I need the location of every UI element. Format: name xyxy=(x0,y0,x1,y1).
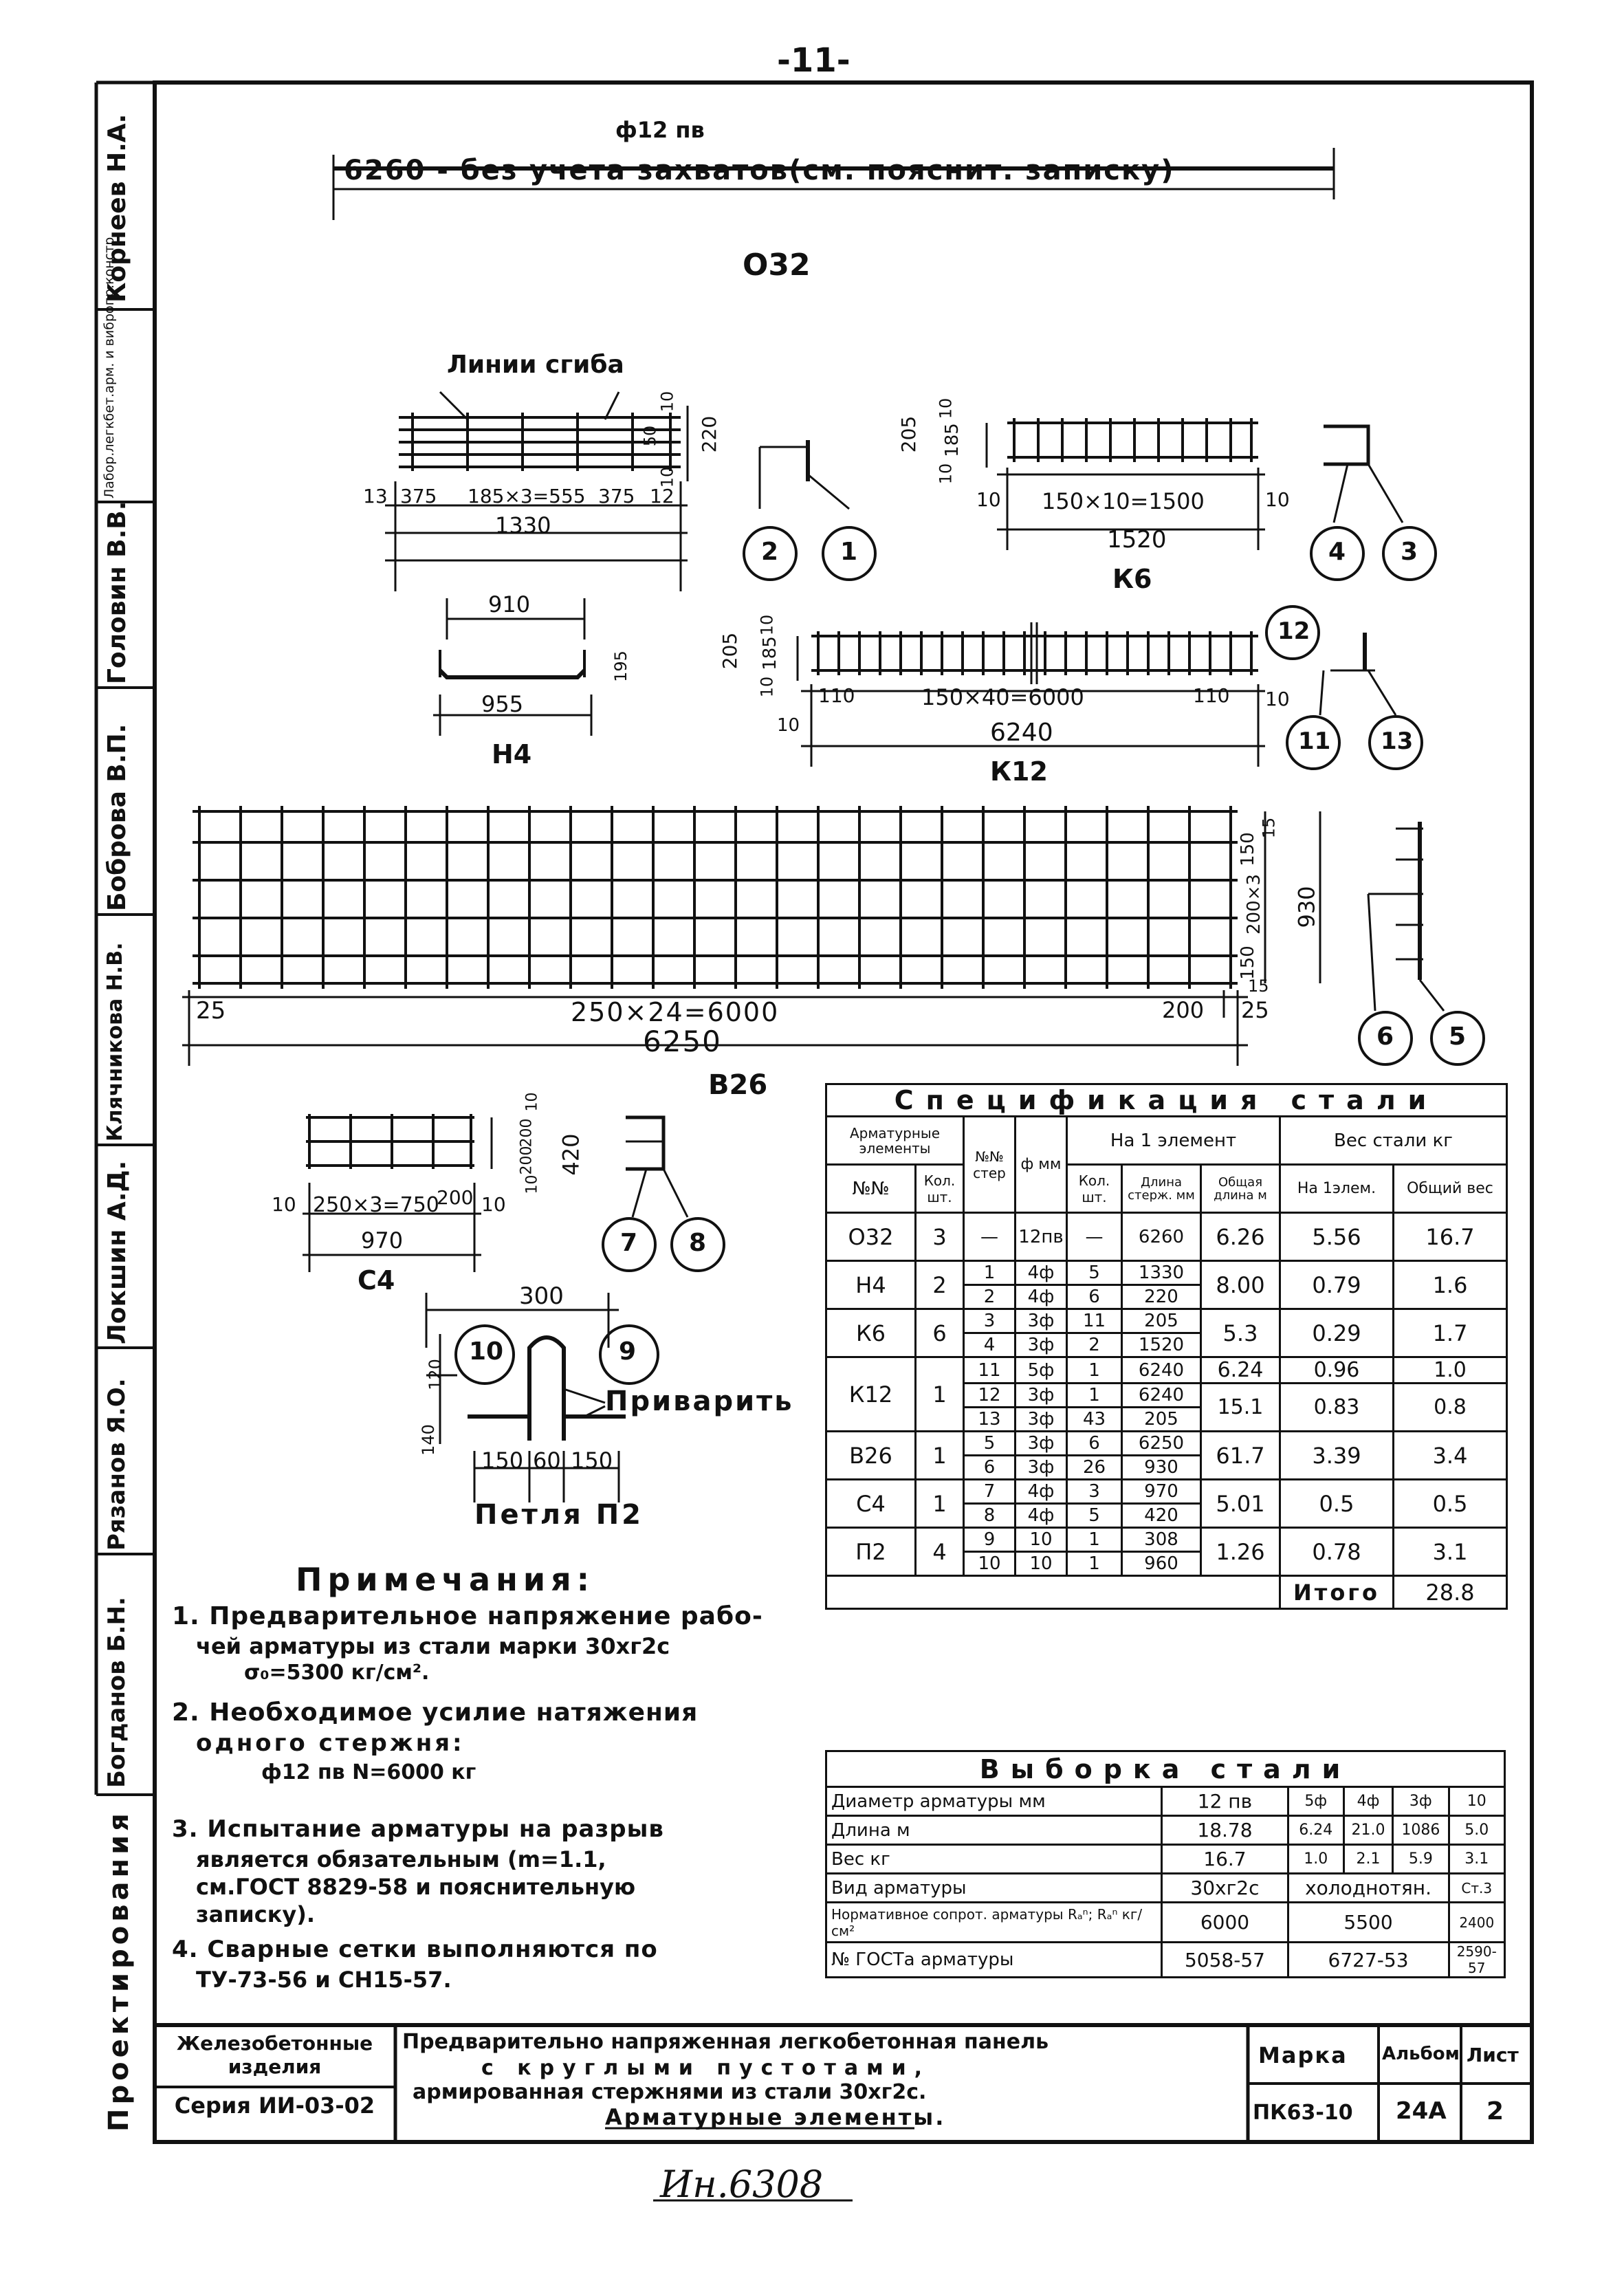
spec-cell-dia: 4ф xyxy=(1016,1504,1067,1528)
n4-u-top: 910 xyxy=(488,591,531,617)
spec-cell-mark: П2 xyxy=(826,1528,916,1576)
spec-cell-n: 2 xyxy=(1067,1333,1122,1357)
note-2-line-2: одного стержня: xyxy=(196,1729,465,1757)
stamp-section: Проектирования xyxy=(103,1809,135,2132)
spec-cell-wt: 3.4 xyxy=(1394,1432,1507,1480)
spec-cell-mark: Н4 xyxy=(826,1261,916,1309)
selection-row xyxy=(826,1787,1505,1816)
selection-cell: 6.24 xyxy=(1288,1816,1343,1845)
spec-h-per-len: Длина стерж. мм xyxy=(1122,1165,1201,1213)
selection-cell: 4ф xyxy=(1343,1787,1392,1816)
spec-cell-n: 26 xyxy=(1067,1456,1122,1480)
spec-cell-total_len: 15.1 xyxy=(1201,1384,1280,1432)
v26-side-150b: 150 xyxy=(1237,945,1258,980)
c4-side-200a: 200 xyxy=(518,1118,536,1148)
n4-dim-50: 50 xyxy=(640,425,660,447)
spec-cell-n: 5 xyxy=(1067,1504,1122,1528)
p2-dim-top: 300 xyxy=(519,1282,564,1310)
n4-dim-555: 185×3=555 xyxy=(468,485,586,507)
selection-cell: 5ф xyxy=(1288,1787,1343,1816)
spec-cell-rod: 11 xyxy=(964,1357,1016,1384)
spec-total-value: 28.8 xyxy=(1394,1576,1507,1609)
spec-h-weight: Вес стали кг xyxy=(1280,1117,1507,1165)
spec-cell-rod: 13 xyxy=(964,1408,1016,1432)
spec-cell-dia: 3ф xyxy=(1016,1432,1067,1456)
spec-cell-qty: 2 xyxy=(916,1261,964,1309)
p2-dim-120: 120 xyxy=(425,1359,445,1390)
n4-total: 1330 xyxy=(495,512,551,538)
spec-h-w1: На 1элем. xyxy=(1280,1165,1394,1213)
notes-title: Примечания: xyxy=(296,1561,595,1598)
c4-bubble-7: 7 xyxy=(620,1229,638,1257)
k6-bubble-3: 3 xyxy=(1401,538,1418,566)
tb-desc-4: Арматурные элементы. xyxy=(605,2104,946,2130)
c4-mark: С4 xyxy=(358,1265,395,1295)
note-1-line-3: σ₀=5300 кг/см². xyxy=(244,1661,430,1685)
spec-cell-n: 3 xyxy=(1067,1480,1122,1504)
v26-bubble-6: 6 xyxy=(1376,1023,1394,1051)
k6-dim-10a: 10 xyxy=(936,397,956,419)
spec-cell-wt: 0.5 xyxy=(1394,1480,1507,1528)
k12-mark: К12 xyxy=(990,756,1048,787)
spec-cell-len: 1520 xyxy=(1122,1333,1201,1357)
spec-cell-dia: 3ф xyxy=(1016,1384,1067,1408)
selection-cell: 5058-57 xyxy=(1162,1943,1288,1978)
spec-cell-len: 930 xyxy=(1122,1456,1201,1480)
selection-cell: 3ф xyxy=(1393,1787,1449,1816)
spec-cell-len: 1330 xyxy=(1122,1261,1201,1285)
selection-cell: 6000 xyxy=(1162,1903,1288,1943)
note-1-line-1: 1. Предварительное напряжение рабо- xyxy=(172,1602,763,1630)
spec-cell-total_len: 8.00 xyxy=(1201,1261,1280,1309)
spec-cell-qty: 1 xyxy=(916,1357,964,1432)
v26-side-15b: 15 xyxy=(1248,976,1269,996)
note-4-line-1: 4. Сварные сетки выполняются по xyxy=(172,1936,658,1963)
selection-cell: 2400 xyxy=(1449,1903,1504,1943)
p2-mark: Петля П2 xyxy=(474,1499,644,1531)
note-3-line-4: записку). xyxy=(196,1901,316,1927)
c4-dim-10b: 10 xyxy=(481,1193,506,1216)
k12-dim-10b: 10 xyxy=(757,676,777,698)
n4-bend-label: Линии сгиба xyxy=(447,351,624,379)
selection-cell: 3.1 xyxy=(1449,1845,1504,1874)
k6-bubble-4: 4 xyxy=(1328,538,1346,566)
spec-cell-len: 6260 xyxy=(1122,1213,1201,1261)
selection-cell: 2.1 xyxy=(1343,1845,1392,1874)
p2-dim-60: 60 xyxy=(533,1447,561,1474)
selection-cell: 5500 xyxy=(1288,1903,1449,1943)
v26-bubble-5: 5 xyxy=(1449,1023,1467,1051)
stamp-name-bogdanov: Богданов Б.Н. xyxy=(103,1597,131,1788)
spec-h-per-qty: Кол. шт. xyxy=(1067,1165,1122,1213)
spec-cell-n: — xyxy=(1067,1213,1122,1261)
spec-cell-len: 960 xyxy=(1122,1552,1201,1576)
c4-side-total: 420 xyxy=(558,1133,584,1176)
spec-cell-dia: 4ф xyxy=(1016,1285,1067,1309)
spec-cell-wt: 1.6 xyxy=(1394,1261,1507,1309)
note-3-line-3: см.ГОСТ 8829-58 и пояснительную xyxy=(196,1874,636,1900)
o32-diameter: ф12 пв xyxy=(615,117,705,143)
n4-mark: Н4 xyxy=(492,739,532,769)
c4-dim-10a: 10 xyxy=(272,1193,296,1216)
spec-cell-len: 420 xyxy=(1122,1504,1201,1528)
note-3-line-2: является обязательным (m=1.1, xyxy=(196,1846,606,1872)
k12-end-right: 10 xyxy=(1265,688,1290,710)
p2-dim-150b: 150 xyxy=(571,1447,613,1474)
spec-cell-rod: — xyxy=(964,1213,1016,1261)
footer-handwritten-number: Ин.6308 xyxy=(660,2163,824,2206)
spec-cell-w1: 0.79 xyxy=(1280,1261,1394,1309)
spec-cell-len: 205 xyxy=(1122,1408,1201,1432)
n4-bubble-1: 1 xyxy=(840,538,858,566)
p2-dim-150a: 150 xyxy=(481,1447,524,1474)
spec-cell-qty: 6 xyxy=(916,1309,964,1357)
selection-cell: 30хг2с xyxy=(1162,1874,1288,1903)
spec-cell-len: 308 xyxy=(1122,1528,1201,1552)
note-3-line-1: 3. Испытание арматуры на разрыв xyxy=(172,1815,664,1843)
spec-cell-mark: О32 xyxy=(826,1213,916,1261)
spec-total-blank xyxy=(826,1576,1280,1609)
spec-cell-qty: 4 xyxy=(916,1528,964,1576)
n4-dim-375b: 375 xyxy=(598,485,635,507)
spec-cell-w1: 0.83 xyxy=(1280,1384,1394,1432)
selection-row xyxy=(826,1943,1505,1978)
spec-row xyxy=(826,1357,1507,1384)
spec-row xyxy=(826,1480,1507,1504)
k12-bubble-12: 12 xyxy=(1277,617,1310,645)
spec-cell-wt: 16.7 xyxy=(1394,1213,1507,1261)
selection-row xyxy=(826,1845,1505,1874)
selection-row xyxy=(826,1903,1505,1943)
spec-cell-n: 5 xyxy=(1067,1261,1122,1285)
selection-cell: Ст.3 xyxy=(1449,1874,1504,1903)
spec-cell-dia: 10 xyxy=(1016,1552,1067,1576)
spec-cell-rod: 12 xyxy=(964,1384,1016,1408)
selection-label: № ГОСТа арматуры xyxy=(826,1943,1162,1978)
selection-row xyxy=(826,1816,1505,1845)
spec-cell-qty: 1 xyxy=(916,1432,964,1480)
k12-dim-10a: 10 xyxy=(757,614,777,636)
spec-cell-dia: 3ф xyxy=(1016,1333,1067,1357)
stamp-name-ryazanov: Рязанов Я.О. xyxy=(103,1378,131,1551)
spec-cell-dia: 12пв xyxy=(1016,1213,1067,1261)
selection-cell: 2590-57 xyxy=(1449,1943,1504,1978)
n4-u-bottom: 955 xyxy=(481,691,524,717)
k6-dim-10b: 10 xyxy=(936,463,956,485)
v26-dim-r2: 25 xyxy=(1241,997,1269,1023)
spec-cell-len: 205 xyxy=(1122,1309,1201,1333)
spec-h-dia: ф мм xyxy=(1016,1117,1067,1213)
selection-label: Вид арматуры xyxy=(826,1874,1162,1903)
spec-cell-total_len: 5.01 xyxy=(1201,1480,1280,1528)
spec-table xyxy=(825,1083,1508,1610)
v26-total: 6250 xyxy=(643,1025,722,1058)
spec-h-rod: №№ стер xyxy=(964,1117,1016,1213)
note-4-line-2: ТУ-73-56 и СН15-57. xyxy=(196,1967,452,1993)
c4-total: 970 xyxy=(361,1227,404,1254)
tb-desc-1: Предварительно напряженная легкобетонная панель xyxy=(402,2030,1049,2054)
spec-cell-w1: 5.56 xyxy=(1280,1213,1394,1261)
k12-dim-right: 110 xyxy=(1193,684,1230,707)
spec-cell-total_len: 1.26 xyxy=(1201,1528,1280,1576)
spec-cell-rod: 8 xyxy=(964,1504,1016,1528)
spec-cell-qty: 1 xyxy=(916,1480,964,1528)
k12-dim-205: 205 xyxy=(718,632,742,670)
note-2-line-3: ф12 пв N=6000 кг xyxy=(261,1760,476,1784)
spec-total-row xyxy=(826,1576,1507,1609)
spec-row xyxy=(826,1261,1507,1285)
k6-end-right: 10 xyxy=(1265,488,1290,511)
selection-cell: 16.7 xyxy=(1162,1845,1288,1874)
spec-cell-w1: 0.5 xyxy=(1280,1480,1394,1528)
selection-cell: холоднотян. xyxy=(1288,1874,1449,1903)
stamp-name-lokshin: Локшин А.Д. xyxy=(103,1160,131,1344)
spec-cell-wt: 0.8 xyxy=(1394,1384,1507,1432)
selection-row xyxy=(826,1874,1505,1903)
spec-cell-mark: В26 xyxy=(826,1432,916,1480)
spec-cell-rod: 5 xyxy=(964,1432,1016,1456)
spec-cell-mark: К12 xyxy=(826,1357,916,1432)
selection-cell: 5.9 xyxy=(1393,1845,1449,1874)
tb-sheet-label: Лист xyxy=(1467,2044,1519,2066)
spec-cell-rod: 10 xyxy=(964,1552,1016,1576)
spec-cell-len: 6240 xyxy=(1122,1357,1201,1384)
spec-cell-len: 220 xyxy=(1122,1285,1201,1309)
selection-cell: 1086 xyxy=(1393,1816,1449,1845)
p2-bubble-9: 9 xyxy=(619,1337,637,1366)
spec-cell-mark: С4 xyxy=(826,1480,916,1528)
spec-cell-n: 11 xyxy=(1067,1309,1122,1333)
spec-cell-len: 970 xyxy=(1122,1480,1201,1504)
c4-side-10a: 10 xyxy=(523,1092,541,1112)
tb-left-top: Железобетонные изделия xyxy=(176,2032,373,2078)
selection-label: Диаметр арматуры мм xyxy=(826,1787,1162,1816)
n4-dim-375a: 375 xyxy=(400,485,437,507)
selection-cell: 6727-53 xyxy=(1288,1943,1449,1978)
selection-label: Нормативное сопрот. арматуры Rₐⁿ; Rₐⁿ кг/см² xyxy=(826,1903,1162,1943)
spec-cell-n: 6 xyxy=(1067,1432,1122,1456)
tb-desc-3: армированная стержнями из стали 30хг2с. xyxy=(413,2080,927,2104)
spec-cell-rod: 4 xyxy=(964,1333,1016,1357)
tb-left-bottom: Серия ИИ-03-02 xyxy=(174,2092,375,2119)
spec-cell-total_len: 61.7 xyxy=(1201,1432,1280,1480)
v26-dim-r1: 200 xyxy=(1162,997,1205,1023)
c4-dim-200: 200 xyxy=(437,1186,474,1209)
spec-cell-w1: 0.96 xyxy=(1280,1357,1394,1384)
selection-cell: 10 xyxy=(1449,1787,1504,1816)
spec-row xyxy=(826,1432,1507,1456)
spec-cell-n: 1 xyxy=(1067,1357,1122,1384)
spec-cell-w1: 0.29 xyxy=(1280,1309,1394,1357)
n4-u-side: 195 xyxy=(611,651,630,682)
c4-side-10b: 10 xyxy=(523,1174,541,1194)
spec-cell-n: 6 xyxy=(1067,1285,1122,1309)
spec-cell-rod: 3 xyxy=(964,1309,1016,1333)
tb-album-label: Альбом xyxy=(1382,2044,1460,2064)
k6-total: 1520 xyxy=(1107,526,1167,554)
spec-h-num: №№ xyxy=(826,1165,916,1213)
note-1-line-2: чей арматуры из стали марки 30хг2с xyxy=(196,1633,670,1659)
v26-mark: В26 xyxy=(708,1069,768,1101)
note-2-line-1: 2. Необходимое усилие натяжения xyxy=(172,1698,699,1727)
tb-album: 24А xyxy=(1396,2097,1447,2125)
stamp-name-golovin: Головин В.В. xyxy=(103,501,131,684)
p2-dim-140: 140 xyxy=(418,1424,438,1456)
spec-cell-dia: 3ф xyxy=(1016,1408,1067,1432)
spec-h-wt: Общий вес xyxy=(1394,1165,1507,1213)
page-number: -11- xyxy=(777,41,851,80)
n4-dim-13: 13 xyxy=(363,485,388,507)
spec-row xyxy=(826,1528,1507,1552)
spec-cell-dia: 3ф xyxy=(1016,1456,1067,1480)
v26-side-15a: 15 xyxy=(1259,817,1279,839)
tb-sheet: 2 xyxy=(1486,2097,1504,2125)
spec-cell-dia: 4ф xyxy=(1016,1480,1067,1504)
v26-side-150a: 150 xyxy=(1237,832,1258,866)
spec-cell-total_len: 5.3 xyxy=(1201,1309,1280,1357)
k12-bubble-13: 13 xyxy=(1381,728,1414,755)
tb-marka: ПК63-10 xyxy=(1253,2101,1353,2125)
spec-cell-total_len: 6.24 xyxy=(1201,1357,1280,1384)
spec-h-per: На 1 элемент xyxy=(1067,1117,1280,1165)
spec-cell-len: 6240 xyxy=(1122,1384,1201,1408)
spec-cell-rod: 6 xyxy=(964,1456,1016,1480)
selection-cell: 21.0 xyxy=(1343,1816,1392,1845)
spec-cell-dia: 3ф xyxy=(1016,1309,1067,1333)
v26-side-600: 200×3 xyxy=(1243,874,1264,934)
spec-cell-dia: 5ф xyxy=(1016,1357,1067,1384)
spec-cell-qty: 3 xyxy=(916,1213,964,1261)
selection-label: Вес кг xyxy=(826,1845,1162,1874)
selection-table xyxy=(825,1750,1506,1978)
c4-dim-main: 250×3=750 xyxy=(313,1193,439,1217)
spec-cell-rod: 9 xyxy=(964,1528,1016,1552)
o32-length-note: 6260 - без учета захватов(см. пояснит. записку) xyxy=(344,155,1175,186)
k12-end-left: 10 xyxy=(777,715,800,736)
c4-bubble-8: 8 xyxy=(689,1229,707,1257)
spec-cell-n: 1 xyxy=(1067,1552,1122,1576)
spec-total-label: Итого xyxy=(1280,1576,1394,1609)
k12-bubble-11: 11 xyxy=(1298,728,1331,755)
v26-dim-main: 250×24=6000 xyxy=(571,997,780,1027)
n4-bubble-2: 2 xyxy=(761,538,779,566)
p2-bubble-10: 10 xyxy=(469,1337,504,1366)
spec-cell-wt: 1.7 xyxy=(1394,1309,1507,1357)
selection-cell: 18.78 xyxy=(1162,1816,1288,1845)
p2-weld-note: Приварить xyxy=(605,1386,794,1417)
spec-cell-wt: 1.0 xyxy=(1394,1357,1507,1384)
n4-dim-10b: 10 xyxy=(657,466,677,488)
spec-cell-mark: К6 xyxy=(826,1309,916,1357)
selection-title: Выборка стали xyxy=(826,1751,1505,1787)
k12-total: 6240 xyxy=(990,719,1053,747)
spec-row xyxy=(826,1213,1507,1261)
k12-dim-185: 185 xyxy=(759,636,780,670)
spec-h-qty: Кол. шт. xyxy=(916,1165,964,1213)
spec-cell-rod: 7 xyxy=(964,1480,1016,1504)
spec-cell-rod: 1 xyxy=(964,1261,1016,1285)
spec-h-per-total: Общая длина м xyxy=(1201,1165,1280,1213)
selection-label: Длина м xyxy=(826,1816,1162,1845)
selection-cell: 1.0 xyxy=(1288,1845,1343,1874)
spec-cell-n: 1 xyxy=(1067,1528,1122,1552)
k6-dim-main: 150×10=1500 xyxy=(1042,488,1205,514)
k6-mark: К6 xyxy=(1112,564,1152,594)
stamp-laboratory: Лабор.легкбет.арм. и вибропр.констр. xyxy=(102,232,117,499)
spec-cell-dia: 10 xyxy=(1016,1528,1067,1552)
stamp-name-klyachnikova: Клячникова Н.В. xyxy=(103,942,127,1141)
selection-cell: 12 пв xyxy=(1162,1787,1288,1816)
spec-cell-w1: 3.39 xyxy=(1280,1432,1394,1480)
k6-end-left: 10 xyxy=(976,488,1001,511)
selection-cell: 5.0 xyxy=(1449,1816,1504,1845)
tb-desc-2: с круглыми пустотами, xyxy=(481,2056,931,2080)
spec-cell-total_len: 6.26 xyxy=(1201,1213,1280,1261)
spec-cell-n: 1 xyxy=(1067,1384,1122,1408)
spec-row xyxy=(826,1309,1507,1333)
n4-dim-12: 12 xyxy=(650,485,674,507)
spec-cell-n: 43 xyxy=(1067,1408,1122,1432)
spec-h-elements: Арматурные элементы xyxy=(826,1117,964,1165)
spec-cell-len: 6250 xyxy=(1122,1432,1201,1456)
stamp-name-bobrova: Боброва В.П. xyxy=(103,723,131,911)
k12-dim-main: 150×40=6000 xyxy=(921,684,1084,710)
spec-cell-wt: 3.1 xyxy=(1394,1528,1507,1576)
k6-dim-205: 205 xyxy=(897,415,921,453)
k12-dim-left: 110 xyxy=(818,684,855,707)
v26-side-total: 930 xyxy=(1293,886,1320,928)
spec-title: Спецификация стали xyxy=(826,1084,1507,1117)
spec-cell-dia: 4ф xyxy=(1016,1261,1067,1285)
v26-dim-left: 25 xyxy=(196,997,226,1025)
k6-dim-185: 185 xyxy=(941,423,963,457)
spec-cell-w1: 0.78 xyxy=(1280,1528,1394,1576)
spec-cell-rod: 2 xyxy=(964,1285,1016,1309)
n4-dim-10a: 10 xyxy=(657,391,677,413)
c4-side-200b: 200 xyxy=(518,1146,536,1175)
o32-mark: О32 xyxy=(743,248,811,283)
tb-marka-label: Марка xyxy=(1258,2042,1348,2068)
n4-dim-220: 220 xyxy=(698,415,721,453)
stamp-name-kornev: Корнеев Н.А. xyxy=(103,113,131,303)
